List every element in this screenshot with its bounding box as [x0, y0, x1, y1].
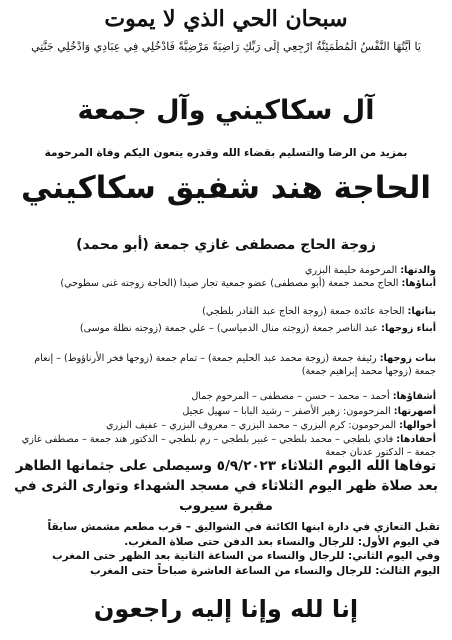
relative-label: أبناء زوجها: — [381, 323, 436, 334]
family-name: آل سكاكيني وآل جمعة — [77, 95, 375, 126]
relative-text: الحاجة عائدة جمعة (زوجة الحاج عبد القادر بلطجي) — [202, 306, 405, 317]
condolences-line: تقبل التعازي في دارة ابنها الكائنة في الشواليق – قرب مطعم مشمش سابقاً — [47, 521, 440, 533]
footer-phrase: إنا لله وإنا إليه راجعون — [93, 595, 359, 623]
relative-label: والدتها: — [400, 265, 436, 276]
relative-text: فادي بلطجي – محمد بلطجي – غبير بلطجي – رم بلطجي – الدكتور هند جمعة – مصطفى غازي جمعة – الدكتور عدنان جمعة — [21, 434, 436, 458]
relative-text: الحاج محمد جمعة (أبو مصطفى) عضو جمعية تجار صيدا (الحاجة زوجته غنى سطوحي) — [60, 278, 399, 289]
relative-label: أشقاؤها: — [392, 391, 436, 402]
relative-mother — [14, 264, 436, 277]
relative-text: عبد الناصر جمعة (زوجته منال الدمياسي) – علي جمعة (زوجته نظلة موسى) — [79, 323, 379, 334]
relative-label: بنات زوجها: — [379, 353, 436, 364]
relative-label: بناتها: — [407, 306, 436, 317]
condolences-block — [12, 520, 440, 578]
relative-stepdaughters — [14, 352, 436, 378]
relative-daughters — [14, 305, 436, 318]
relative-text: المرحومون: كرم البزري – محمد البزري – معروف البزري – عفيف البزري — [105, 420, 397, 431]
relative-text: أحمد – محمد – حسن – مصطفى – المرحوم جمال — [191, 391, 390, 402]
relative-label: أبناؤها: — [401, 278, 436, 289]
relative-text: رئيفة جمعة (زوجة محمد عبد الحليم جمعة) – تمام جمعة (زوجها فخر الأرناؤوط) – إنعام جمعة (زوجها محمد إبراهيم جمعة) — [34, 353, 436, 377]
relative-text: المرحومون: زهير الأصفر – رشيد البابا – سهيل عجيل — [182, 406, 391, 417]
spouse-line: زوجة الحاج مصطفى غازي جمعة (أبو محمد) — [76, 237, 376, 253]
relative-sons — [14, 277, 436, 290]
condolences-line: في اليوم الأول: للرجال والنساء بعد الدفن حتى صلاة المغرب. — [124, 535, 440, 548]
relative-brothers — [14, 390, 436, 403]
condolences-line: اليوم الثالث: للرجال والنساء من الساعة العاشرة صباحاً حتى المغرب — [90, 564, 440, 577]
deceased-name: الحاجة هند شفيق سكاكيني — [20, 170, 432, 206]
header-title: سبحان الحي الذي لا يموت — [104, 6, 348, 32]
relative-text: المرحومة حليمة البزري — [304, 265, 398, 276]
intro-text: بمزيد من الرضا والتسليم بقضاء الله وقدره ينعون اليكم وفاة المرحومة — [44, 147, 408, 159]
relative-label: أصهرتها: — [393, 406, 436, 417]
quran-verse: يَا أَيَّتُهَا النَّفْسُ الْمُطْمَئِنَّةُ ارْجِعِي إِلَى رَبِّكِ رَاضِيَةً مَرْضِيَّةً فَادْخُلِي فِي عِبَادِي وَادْخُلِي جَنَّتِي — [31, 40, 421, 53]
relative-uncles — [14, 419, 436, 432]
relative-label: أحفادها: — [396, 434, 436, 445]
relative-in-laws — [14, 405, 436, 418]
condolences-line: وفي اليوم الثاني: للرجال والنساء من الساعة الثانية بعد الظهر حتى المغرب — [52, 550, 440, 562]
funeral-announcement: توفاها الله اليوم الثلاثاء ٥/٩/٢٠٢٣ وسيصلى على جثمانها الطاهر بعد صلاة ظهر اليوم الثلاثاء في مسجد الشهداء وتوارى الثرى في مقبرة سيروب — [14, 458, 438, 514]
relative-label: أخوالها: — [399, 420, 436, 431]
relative-stepsons — [14, 322, 436, 335]
